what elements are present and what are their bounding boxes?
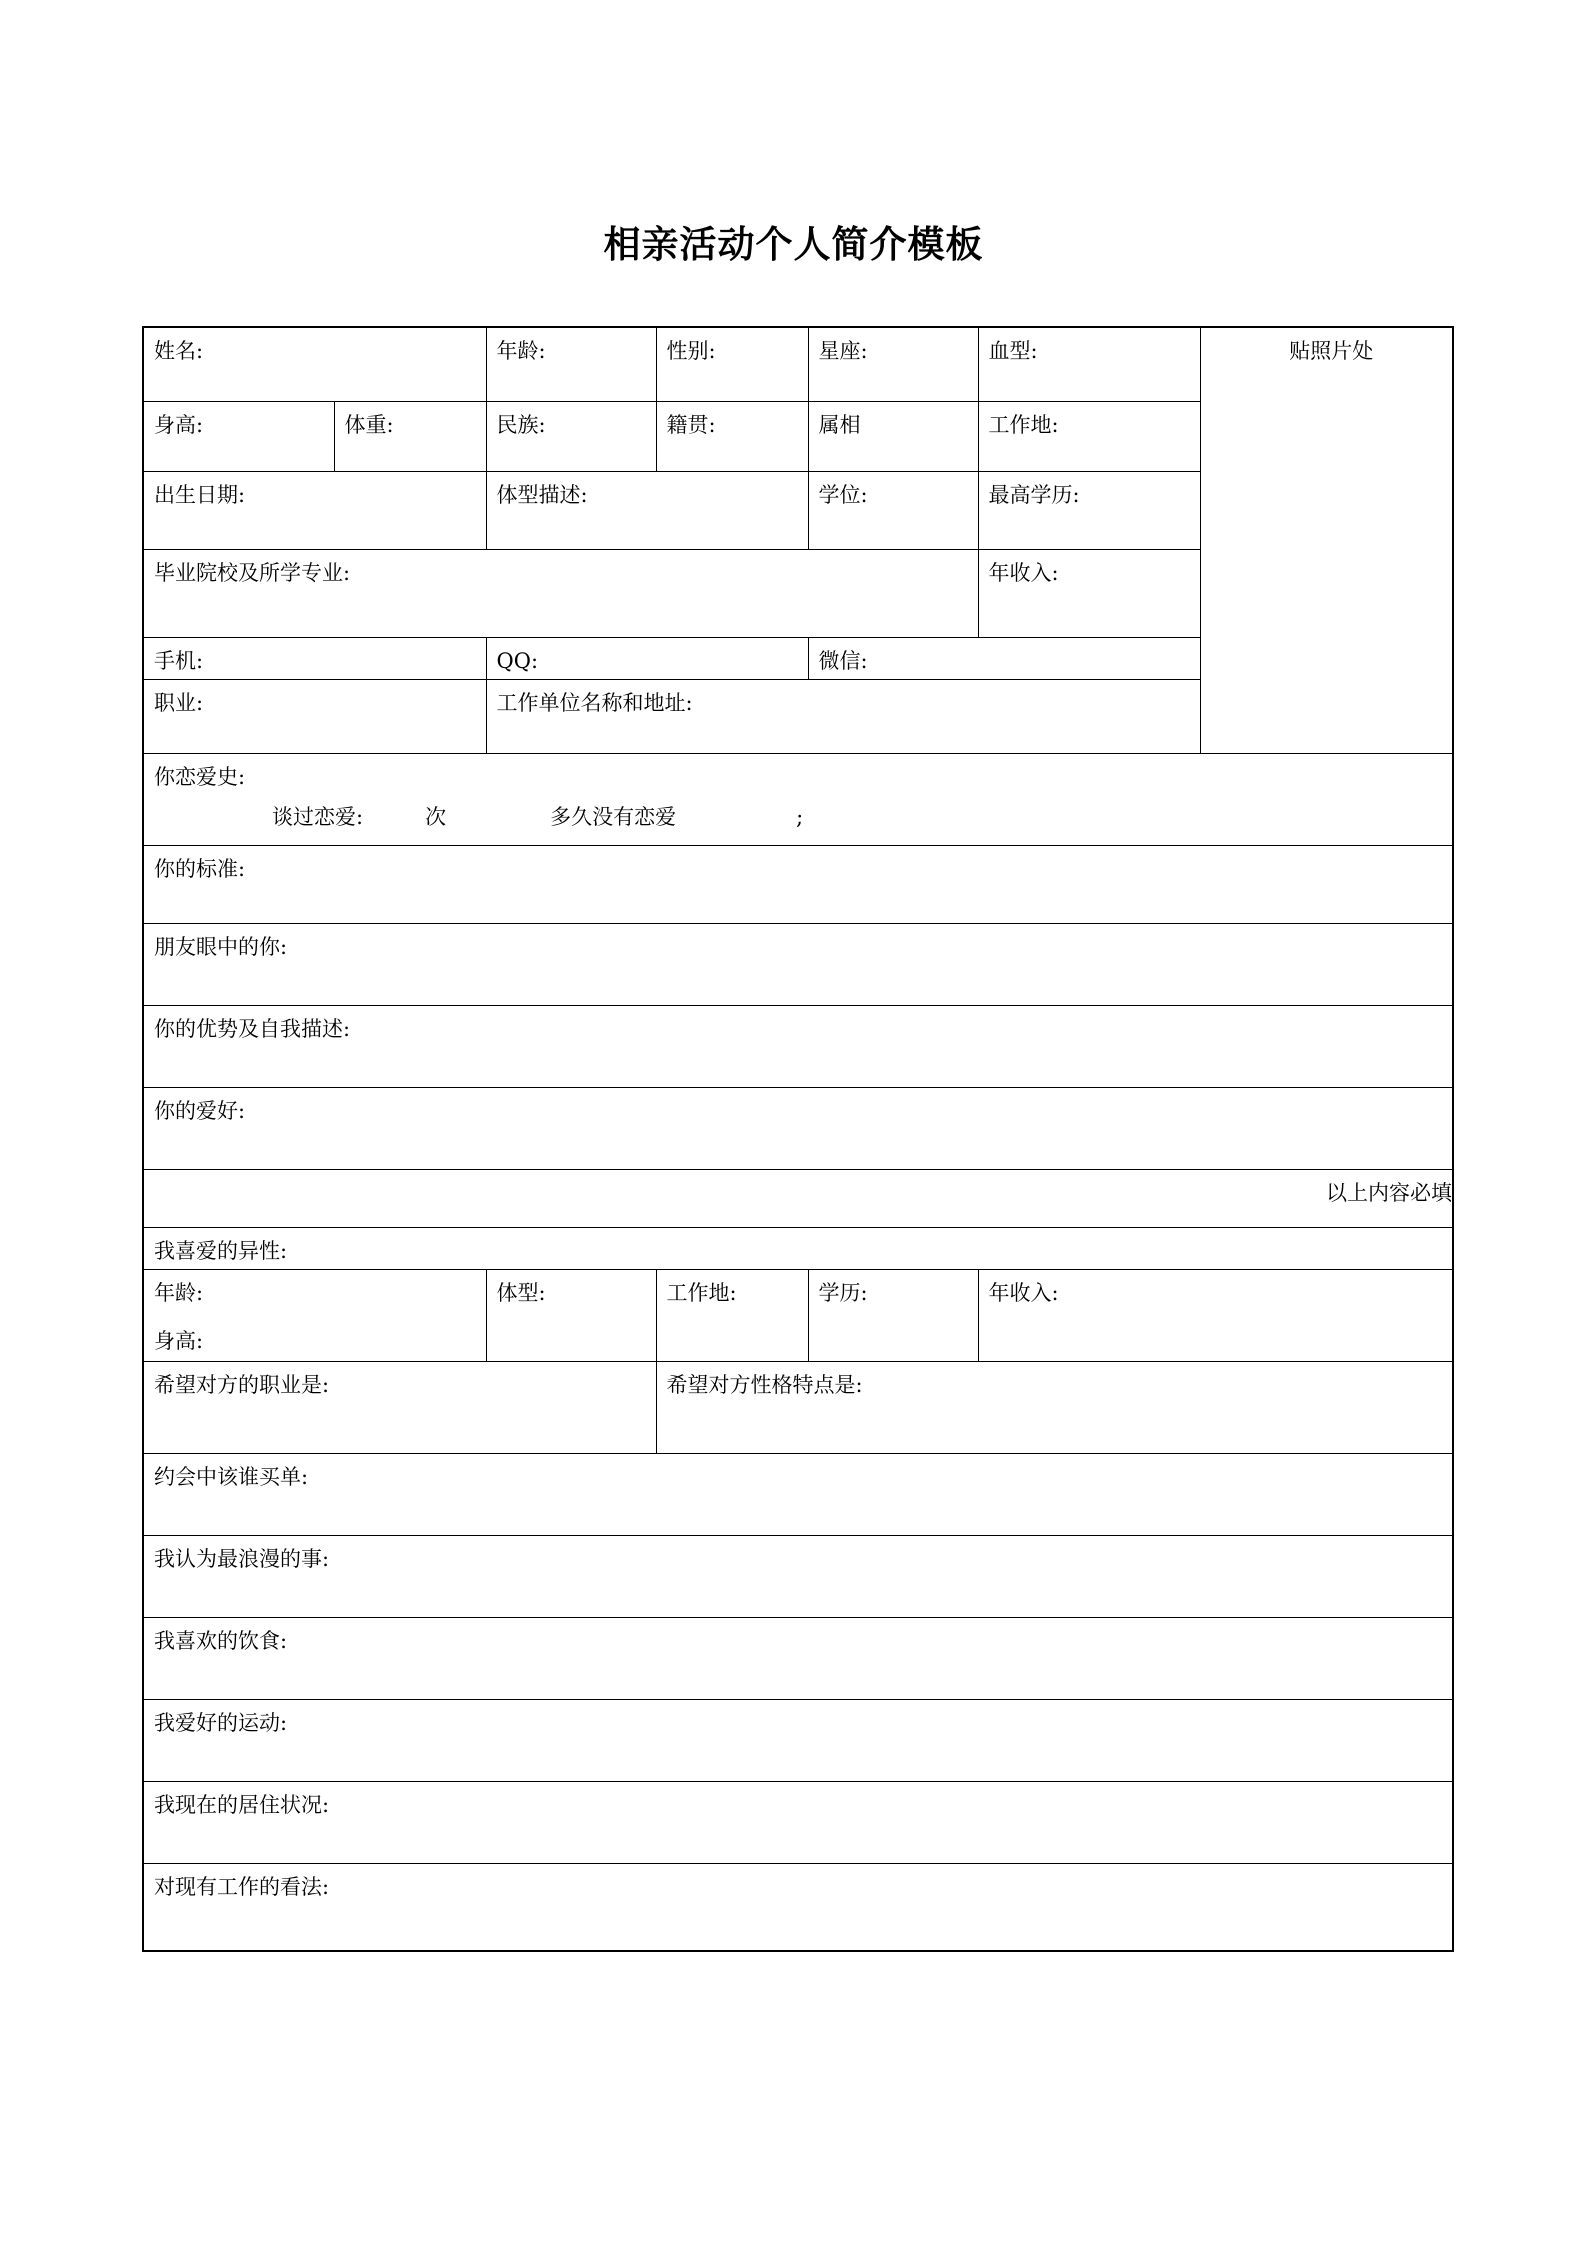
- field-favorite-food[interactable]: 我喜欢的饮食:: [143, 1617, 1453, 1699]
- single-duration-end: ;: [796, 804, 804, 829]
- page-title: 相亲活动个人简介模板: [603, 222, 984, 266]
- field-preference-work-location[interactable]: 工作地:: [656, 1269, 808, 1361]
- table-row-hobbies: [143, 1087, 1453, 1169]
- field-friends-view[interactable]: 朋友眼中的你:: [143, 923, 1453, 1005]
- field-preference-education[interactable]: 学历:: [808, 1269, 978, 1361]
- field-birthdate[interactable]: 出生日期:: [143, 471, 486, 549]
- table-row-most-romantic: [143, 1535, 1453, 1617]
- love-count-label: 谈过恋爱:: [272, 804, 364, 829]
- field-blood-type[interactable]: 血型:: [978, 327, 1200, 401]
- field-chinese-zodiac[interactable]: 属相: [808, 401, 978, 471]
- field-hometown[interactable]: 籍贯:: [656, 401, 808, 471]
- profile-form-table-wrapper: [142, 326, 1452, 1952]
- field-school-major[interactable]: 毕业院校及所学专业:: [143, 549, 978, 637]
- table-row-favorite-food: [143, 1617, 1453, 1699]
- table-row-strengths: [143, 1005, 1453, 1087]
- table-row-preference-basics: [143, 1269, 1453, 1361]
- field-work-location[interactable]: 工作地:: [978, 401, 1200, 471]
- field-height[interactable]: 身高:: [143, 401, 334, 471]
- field-name[interactable]: 姓名:: [143, 327, 486, 401]
- love-count-unit: 次: [425, 804, 447, 829]
- table-row-living-situation: [143, 1781, 1453, 1863]
- table-row-who-pays: [143, 1453, 1453, 1535]
- required-note: 以上内容必填: [143, 1169, 1453, 1227]
- field-mobile[interactable]: 手机:: [143, 637, 486, 679]
- table-row-required-note: [143, 1169, 1453, 1227]
- field-job-opinion[interactable]: 对现有工作的看法:: [143, 1863, 1453, 1951]
- field-desired-personality[interactable]: 希望对方性格特点是:: [656, 1361, 1453, 1453]
- field-degree[interactable]: 学位:: [808, 471, 978, 549]
- field-favorite-sport[interactable]: 我爱好的运动:: [143, 1699, 1453, 1781]
- preference-height-label: 身高:: [154, 1328, 204, 1353]
- field-annual-income[interactable]: 年收入:: [978, 549, 1200, 637]
- single-duration-label: 多久没有恋爱: [550, 804, 677, 829]
- table-row-love-history: [143, 753, 1453, 845]
- field-living-situation[interactable]: 我现在的居住状况:: [143, 1781, 1453, 1863]
- table-row-friends-view: [143, 923, 1453, 1005]
- field-zodiac[interactable]: 星座:: [808, 327, 978, 401]
- table-row-preference-section: [143, 1227, 1453, 1269]
- field-hobbies[interactable]: 你的爱好:: [143, 1087, 1453, 1169]
- field-occupation[interactable]: 职业:: [143, 679, 486, 753]
- field-preference-body-type[interactable]: 体型:: [486, 1269, 656, 1361]
- field-your-standard[interactable]: 你的标准:: [143, 845, 1453, 923]
- field-preference-annual-income[interactable]: 年收入:: [978, 1269, 1453, 1361]
- photo-placeholder[interactable]: 贴照片处: [1200, 327, 1453, 753]
- field-ethnicity[interactable]: 民族:: [486, 401, 656, 471]
- field-employer-address[interactable]: 工作单位名称和地址:: [486, 679, 1200, 753]
- field-qq[interactable]: QQ:: [486, 637, 808, 679]
- love-history-label: 你恋爱史:: [154, 764, 246, 789]
- field-highest-education[interactable]: 最高学历:: [978, 471, 1200, 549]
- table-row-favorite-sport: [143, 1699, 1453, 1781]
- field-strengths[interactable]: 你的优势及自我描述:: [143, 1005, 1453, 1087]
- love-history-detail-line: [154, 802, 1452, 832]
- field-weight[interactable]: 体重:: [334, 401, 486, 471]
- field-wechat[interactable]: 微信:: [808, 637, 1200, 679]
- table-row-name: [143, 327, 1453, 401]
- field-who-pays[interactable]: 约会中该谁买单:: [143, 1453, 1453, 1535]
- field-gender[interactable]: 性别:: [656, 327, 808, 401]
- field-most-romantic[interactable]: 我认为最浪漫的事:: [143, 1535, 1453, 1617]
- field-body-type[interactable]: 体型描述:: [486, 471, 808, 549]
- field-preference-section[interactable]: 我喜爱的异性:: [143, 1227, 1453, 1269]
- table-row-job-opinion: [143, 1863, 1453, 1951]
- profile-form-table: [142, 326, 1454, 1952]
- table-row-desired-traits: [143, 1361, 1453, 1453]
- field-preference-age-height[interactable]: [143, 1269, 486, 1361]
- preference-age-label: 年龄:: [154, 1280, 204, 1305]
- field-age[interactable]: 年龄:: [486, 327, 656, 401]
- table-row-your-standard: [143, 845, 1453, 923]
- field-love-history[interactable]: [143, 753, 1453, 845]
- field-desired-occupation[interactable]: 希望对方的职业是:: [143, 1361, 656, 1453]
